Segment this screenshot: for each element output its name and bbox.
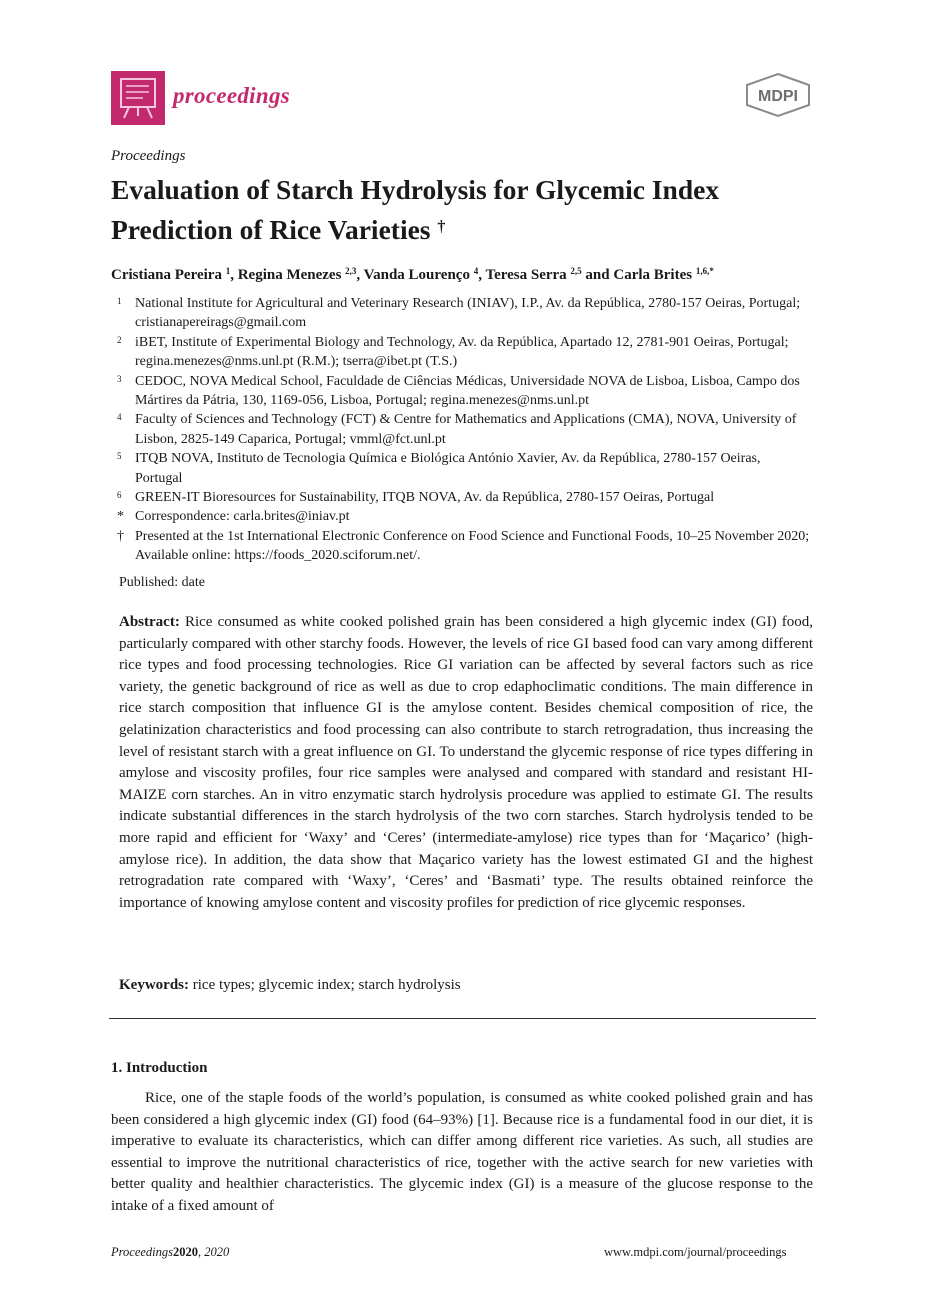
introduction-paragraph: Rice, one of the staple foods of the world’s population, is consumed as white cooked polished grain and has been considered a high glycemic index (GI) food (64–93%) [1]. Because rice is a fundamental food in our diet, it is imperative to evaluate its characteristics, which can differ among different rice varieties. As such, all studies are essential to improve the nutritional characteristics of rice, together with the active search for new varieties with better quality and healthier characteristics. The glycemic index (GI) is a measure of the glucose response to the intake of a fixed amount of: [111, 1090, 813, 1214]
abstract: [119, 612, 813, 914]
author-name: Cristiana Pereira: [111, 267, 222, 283]
affiliation-text: Presented at the 1st International Electronic Conference on Food Science and Functional Foods, 10–25 November 2020; Available online: https://foods_2020.sciforum.net/.: [135, 528, 810, 564]
title-footnote-mark: †: [437, 218, 446, 235]
affiliation-marker: 6: [117, 490, 122, 501]
affiliation-item: [111, 507, 811, 526]
affiliation-text: iBET, Institute of Experimental Biology and Technology, Av. da República, Apartado 12, 2781-901 Oeiras, Portugal; regina.menezes@nms.unl.pt (R.M.); tserra@ibet.pt (T.S.): [135, 334, 789, 370]
affiliation-item: [111, 527, 811, 566]
affiliation-text: CEDOC, NOVA Medical School, Faculdade de Ciências Médicas, Universidade NOVA de Lisboa, Lisboa, Campo dos Mártires da Pátria, 130, 1169-056, Lisboa, Portugal; regina.menezes@nms.unl.pt: [135, 373, 800, 409]
author-separator: ,: [356, 267, 364, 283]
affiliation-marker: 1: [117, 296, 122, 306]
affiliation-text: Correspondence: carla.brites@iniav.pt: [135, 509, 350, 525]
affiliation-marker: *: [117, 509, 124, 525]
author-separator: ,: [230, 267, 238, 283]
affiliation-marker: 4: [117, 412, 122, 423]
author-list: [111, 266, 714, 284]
mdpi-logo: [743, 72, 813, 123]
affiliation-item: [111, 294, 811, 333]
proceedings-logo-icon: [111, 71, 165, 125]
affiliation-text: National Institute for Agricultural and Veterinary Research (INIAV), I.P., Av. da República, 2780-157 Oeiras, Portugal; cristianapereirags@gmail.com: [135, 296, 801, 331]
affiliation-list: [111, 294, 811, 566]
footer-year: , 2020: [198, 1245, 230, 1259]
author-name: Vanda Lourenço: [363, 267, 470, 283]
abstract-label: Abstract:: [119, 614, 180, 630]
published-date: Published: date: [119, 575, 205, 590]
affiliation-text: ITQB NOVA, Instituto de Tecnologia Química e Biológica António Xavier, Av. da República, 2780-157 Oeiras, Portugal: [135, 451, 761, 486]
author-affiliation-mark: 4: [473, 266, 479, 276]
mdpi-logo-text: MDPI: [758, 88, 798, 105]
author-name: Carla Brites: [613, 267, 693, 283]
author-affiliation-mark: 2,3: [345, 266, 357, 276]
footer-journal: Proceedings: [111, 1245, 174, 1259]
affiliation-marker: †: [117, 528, 124, 544]
section-label: Proceedings: [111, 148, 186, 164]
affiliation-text: Faculty of Sciences and Technology (FCT) & Centre for Mathematics and Applications (CMA), NOVA, University of Lisbon, 2825-149 Caparica, Portugal; vmml@fct.unl.pt: [135, 412, 797, 447]
keywords: [119, 977, 461, 994]
section-divider: [109, 1018, 816, 1019]
title-text: Evaluation of Starch Hydrolysis for Glycemic Index Prediction of Rice Varieties: [111, 174, 720, 245]
footer-citation: [111, 1245, 229, 1260]
affiliation-item: [111, 488, 811, 507]
affiliation-item: [111, 410, 811, 449]
journal-name: proceedings: [173, 83, 291, 108]
affiliation-marker: 3: [117, 373, 122, 384]
author-affiliation-mark: 2,5: [570, 266, 582, 276]
author-name: Teresa Serra: [485, 267, 567, 283]
affiliation-marker: 5: [117, 451, 122, 462]
footer-url[interactable]: www.mdpi.com/journal/proceedings: [604, 1245, 787, 1259]
paper-title: [111, 171, 831, 248]
footer-volume: 2020: [173, 1245, 199, 1259]
keywords-text: rice types; glycemic index; starch hydrolysis: [192, 977, 461, 993]
author-separator: ,: [478, 267, 486, 283]
introduction-heading: 1. Introduction: [111, 1060, 208, 1076]
affiliation-item: [111, 372, 811, 411]
affiliation-item: [111, 333, 811, 372]
author-separator: and: [581, 267, 614, 283]
abstract-text: Rice consumed as white cooked polished grain has been considered a high glycemic index (GI) food, particularly compared with other starchy foods. However, the levels of rice GI based food can vary among different rice types and food processing technologies. Rice GI variation can be affected by several factors such as rice variety, the genetic background of rice as well as due to crop edaphoclimatic conditions. The main difference in rice starch composition that influence GI is the amylose content. Besides chemical composition of rice, the gelatinization characteristics and food processing can also contribute to starch retrogradation, thus increasing the level of resistant starch with a great influence on GI. To understand the glycemic response of rice types differing in amylose and viscosity profiles, four rice samples were analysed and compared with standard and resistant HI-MAIZE corn starches. An in vitro enzymatic starch hydrolysis procedure was applied to estimate GI. The results indicate substantial differences in the starch hydrolysis of the two corn starches. Starch hydrolysis tended to be more rapid and efficient for ‘Waxy’ and ‘Ceres’ (intermediate-amylose) rice types than for ‘Maçarico’ (high-amylose rice). In addition, the data show that Maçarico variety has the lowest estimated GI and the highest retrogradation rate compared with ‘Waxy’, ‘Ceres’ and ‘Basmati’ type. The results obtained reinforce the importance of knowing amylose content and viscosity profiles for prediction of rice glycemic responses.: [119, 614, 813, 911]
author-name: Regina Menezes: [237, 267, 342, 283]
author-affiliation-mark: 1,6,*: [695, 266, 714, 276]
affiliation-text: GREEN-IT Bioresources for Sustainability, ITQB NOVA, Av. da República, 2780-157 Oeiras, Portugal: [135, 490, 715, 506]
affiliation-item: [111, 449, 811, 488]
author-affiliation-mark: 1: [225, 266, 231, 276]
keywords-label: Keywords:: [119, 977, 189, 993]
affiliation-marker: 2: [117, 334, 122, 345]
